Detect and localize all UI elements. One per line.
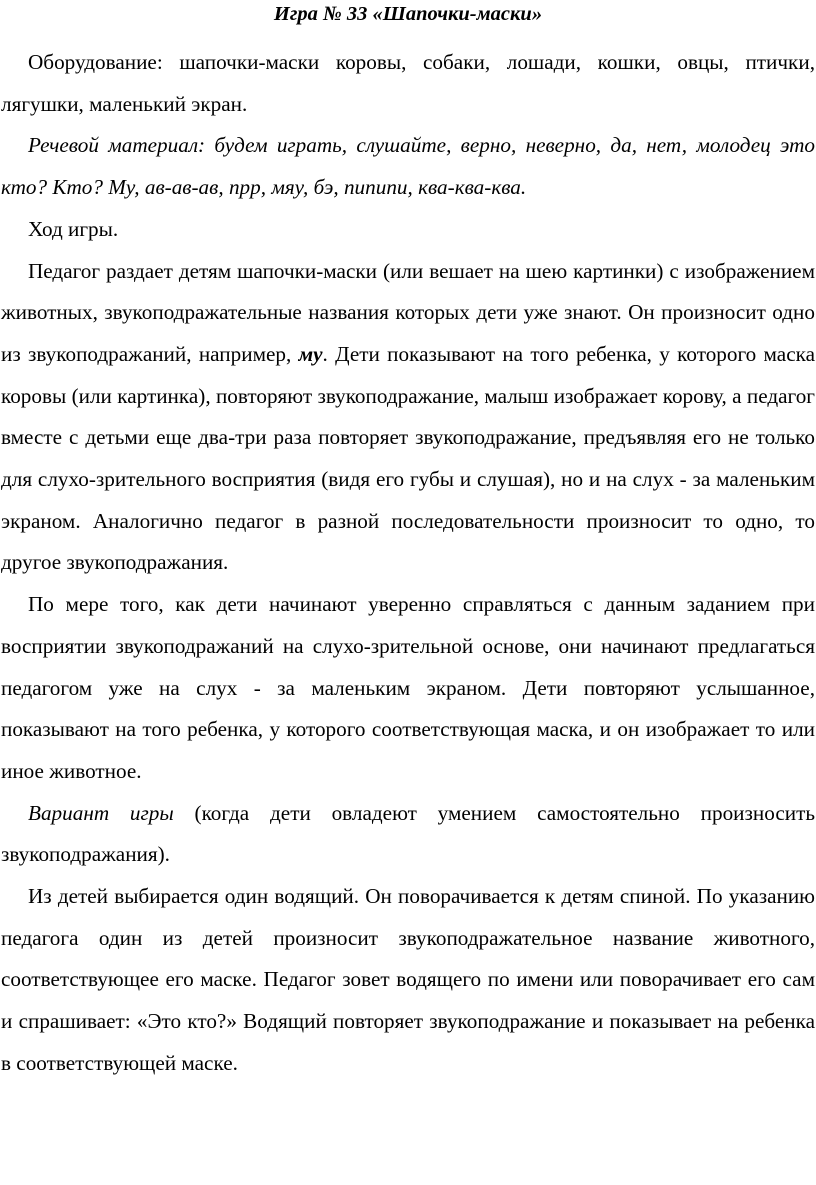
variant-label: Вариант игры [28,800,174,825]
procedure-paragraph-3: Из детей выбирается один водящий. Он поворачивается к детям спиной. По указанию педагога один из детей произносит звукоподражательное название животного, соответствующее его маске. Педагог зовет водящего по имени или поворачивает его сам и спрашивает: «Это кто?» Водящий повторяет звукоподражание и показывает на ребенка в соответствующей маске. [1,884,815,1075]
paragraph-1-text-before: Педагог раздает детям шапочки-маски (или вешает на шею картинки) с изображением животных, звукоподражательные названия которых дети уже знают. Он произносит одно из звукоподражаний, например, [1,258,815,366]
paragraph-1-text-after: . Дети показывают на того ребенка, у которого маска коровы (или картинка), повторяют звукоподражание, малыш изображает корову, а педагог вместе с детьми еще два-три раза повторяет звукоподражание, предъявляя его не только для слухо-зрительного восприятия (видя его губы и слушая), но и на слух - за маленьким экраном. Аналогично педагог в разной последовательности произносит то одно, то другое звукоподражания. [1,341,815,575]
procedure-heading: Ход игры. [28,216,119,241]
procedure-paragraph-2: По мере того, как дети начинают уверенно справляться с данным заданием при восприятии звукоподражаний на слухо-зрительной основе, они начинают предлагаться педагогом уже на слух - за маленьким экраном. Дети повторяют услышанное, показывают на того ребенка, у которого соответствующая маска, и он изображает то или иное животное. [1,592,815,783]
page-title: Игра № 33 «Шапочки-маски» [273,3,543,25]
procedure-paragraph-1 [1,251,815,585]
speech-material-paragraph: Речевой материал: будем играть, слушайте, верно, неверно, да, нет, молодец это кто? Кто? Му, ав-ав-ав, прр, мяу, бэ, пипипи, ква-ква-ква. [1,133,815,200]
paragraph-1-emphasis: му [298,341,323,366]
variant-paragraph [1,793,815,876]
variant-text: (когда дети овладеют умением самостоятельно произносить звукоподражания). [1,800,815,867]
equipment-paragraph: Оборудование: шапочки-маски коровы, собаки, лошади, кошки, овцы, птички, лягушки, маленький экран. [1,50,815,116]
